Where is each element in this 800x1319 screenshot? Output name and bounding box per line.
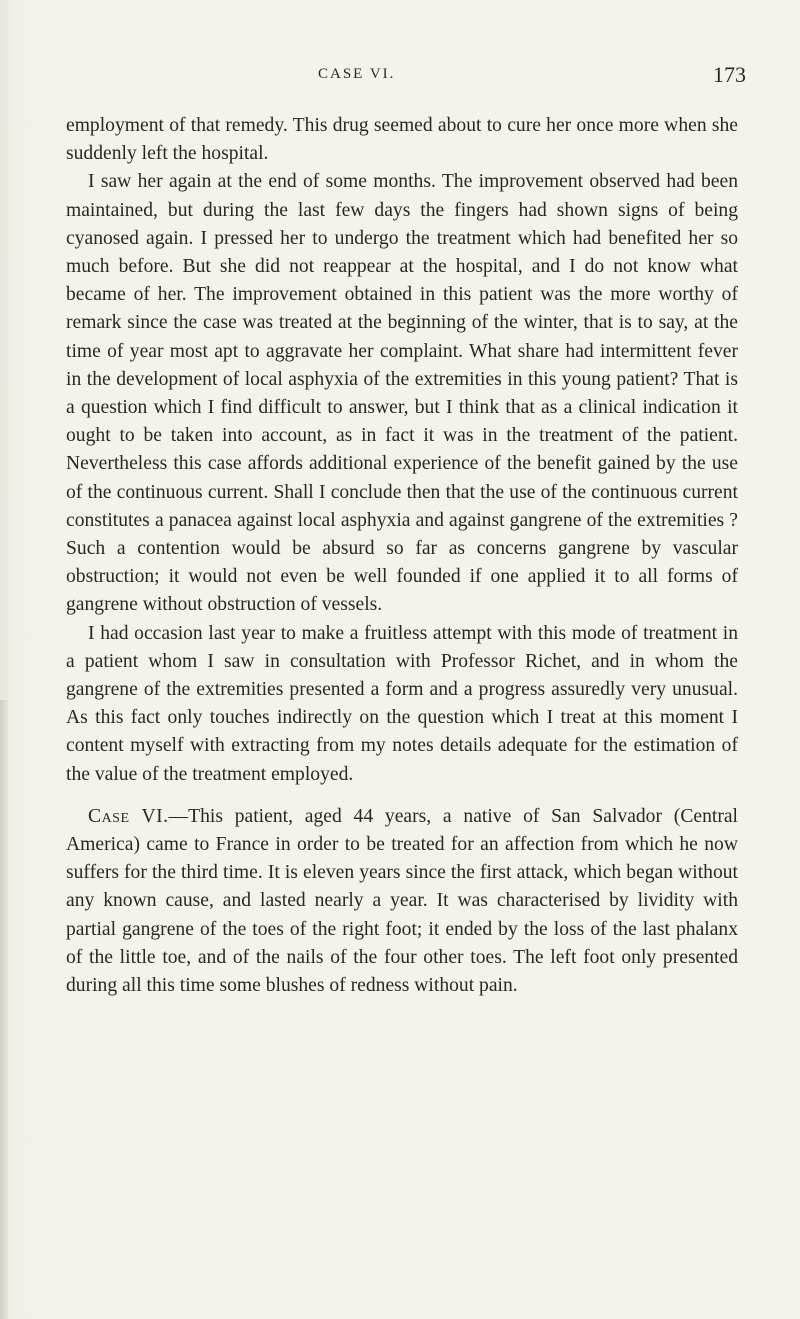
paragraph-continuation: employment of that remedy. This drug seemed about to cure her once more when she suddenly left the hospital. <box>66 115 738 165</box>
paragraph: I had occasion last year to make a fruitless attempt with this mode of treatment in a patient whom I saw in consultation with Professor Richet, and in whom the gangrene of the extremities presented a form and a progress assuredly very unusual. As this fact only touches indirectly on the question which I treat at this moment I content myself with extracting from my notes details adequate for the estimation of the value of the treatment employed. <box>66 622 738 785</box>
page-header <box>0 62 800 92</box>
body-text <box>66 112 738 1000</box>
case-paragraph <box>66 803 738 1000</box>
case-label: Case VI. <box>88 805 169 827</box>
page-number: 173 <box>713 62 746 87</box>
section-gap <box>66 789 738 803</box>
running-head: CASE VI. <box>318 66 396 82</box>
page-edge-shadow <box>0 700 8 1319</box>
paragraph: I saw her again at the end of some months. The improvement observed had been maintained, but during the last few days the fingers had shown signs of being cyanosed again. I pressed her to undergo the treatment which had benefited her so much before. But she did not reappear at the hospital, and I do not know what became of her. The improvement obtained in this patient was the more worthy of remark since the case was treated at the beginning of the winter, that is to say, at the time of year most apt to aggravate her complaint. What share had intermittent fever in the development of local asphyxia of the extremities in this young patient? That is a question which I find difficult to answer, but I think that as a clinical indication it ought to be taken into account, as in fact it was in the treatment of the patient. Nevertheless this case affords additional experience of the benefit gained by the use of the continuous current. Shall I conclude then that the use of the continuous current constitutes a panacea against local asphyxia and against gangrene of the extremities ? Such a contention would be absurd so far as concerns gangrene by vascular obstruction; it would not even be well founded if one applied it to all forms of gangrene without obstruction of vessels. <box>66 171 738 616</box>
case-text: —This patient, aged 44 years, a native of San Salvador (Central America) came to France in order to be treated for an affection from which he now suffers for the third time. It is eleven years since the first attack, which began without any known cause, and lasted nearly a year. It was characterised by lividity with partial gangrene of the toes of the right foot; it ended by the loss of the last phalanx of the little toe, and of the nails of the four other toes. The left foot only presented during all this time some blushes of redness without pain. <box>66 805 738 997</box>
